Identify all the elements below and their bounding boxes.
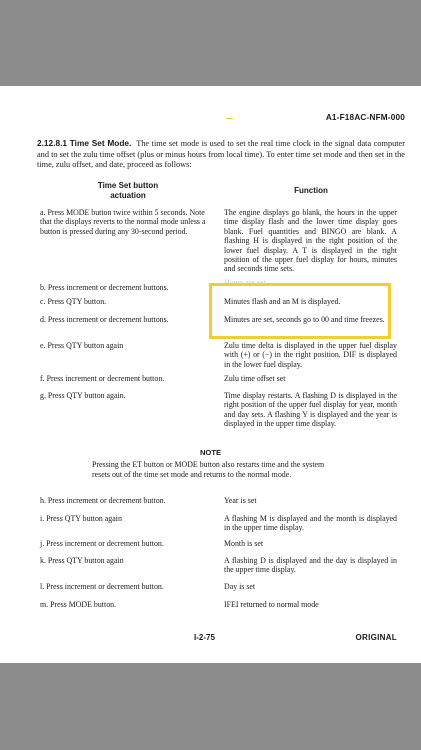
- step-b-function: Hours are set: [224, 278, 266, 287]
- page-number: I-2-75: [194, 633, 215, 642]
- step-b-action: b. Press increment or decrement buttons.: [40, 283, 169, 292]
- bottom-gray-band: [0, 663, 421, 750]
- column-header-function: Function: [294, 186, 328, 195]
- step-d-action: d. Press increment or decrement buttons.: [40, 315, 169, 324]
- step-f-function: Zulu time offset set: [224, 374, 286, 383]
- step-h-action: h. Press increment or decrement button.: [40, 496, 166, 505]
- step-i-function: A flashing M is displayed and the month is displayed in the upper time display.: [224, 514, 397, 533]
- step-i-action: i. Press QTY button again: [40, 514, 122, 523]
- step-g-action: g. Press QTY button again.: [40, 391, 126, 400]
- step-j-function: Month is set: [224, 539, 264, 548]
- step-h-function: Year is set: [224, 496, 257, 505]
- top-gray-band: [0, 0, 421, 86]
- step-g-function: Time display restarts. A flashing D is displayed in the right position of the upper fuel display for year, month and day sets. A flashing Y is displayed and the year is displayed in the upper time display.: [224, 391, 397, 429]
- column-header-actuation: Time Set button actuation: [97, 181, 159, 200]
- step-a-action: a. Press MODE button twice within 5 seconds. Note that the displays reverts to the normal mode unless a button is pressed during any 30-second period.: [40, 208, 206, 236]
- step-d-function: Minutes are set, seconds go to 00 and time freezes.: [224, 315, 385, 324]
- step-c-function: Minutes flash and an M is displayed.: [224, 297, 341, 306]
- yellow-mark: [226, 118, 233, 119]
- step-l-function: Day is set: [224, 582, 256, 591]
- document-page: [0, 86, 421, 663]
- highlight-box: [209, 283, 391, 339]
- note-title: NOTE: [199, 448, 222, 457]
- step-m-action: m. Press MODE button.: [40, 600, 117, 609]
- note-text: Pressing the ET button or MODE button also restarts time and the system resets out of the time set mode and returns to the normal mode.: [92, 460, 325, 479]
- step-k-action: k. Press QTY button again: [40, 556, 124, 565]
- section-heading: 2.12.8.1 Time Set Mode.: [37, 138, 132, 148]
- step-k-function: A flashing D is displayed and the day is displayed in the upper time display.: [224, 556, 397, 575]
- section-text: The time set mode is used to set the real time clock in the signal data computer and to set the zulu time offset (plus or minus hours from local time). To enter time set mode and then set in the time, zulu offset, and date, proceed as follows:: [37, 139, 406, 170]
- document-id: A1-F18AC-NFM-000: [325, 113, 405, 122]
- step-l-action: l. Press increment or decrement button.: [40, 582, 164, 591]
- step-e-function: Zulu time delta is displayed in the upper fuel display with (+) or (−) in the right position. DIF is displayed in the lower fuel display.: [224, 341, 397, 369]
- revision-status: ORIGINAL: [355, 633, 397, 642]
- step-c-action: c. Press QTY button.: [40, 297, 107, 306]
- step-a-function: The engine displays go blank, the hours in the upper time display flash and the lower time display goes blank. Fuel quantities and BINGO are blank. A flashing H is displayed in the right position of the lower fuel display. A T is displayed in the right position of the upper fuel display for hours, minutes and seconds time sets.: [224, 208, 397, 274]
- step-m-function: IFEI returned to normal mode: [224, 600, 319, 609]
- step-e-action: e. Press QTY button again: [40, 341, 124, 350]
- section-intro: [37, 138, 405, 171]
- step-j-action: j. Press increment or decrement button.: [40, 539, 164, 548]
- step-f-action: f. Press increment or decrement button.: [40, 374, 165, 383]
